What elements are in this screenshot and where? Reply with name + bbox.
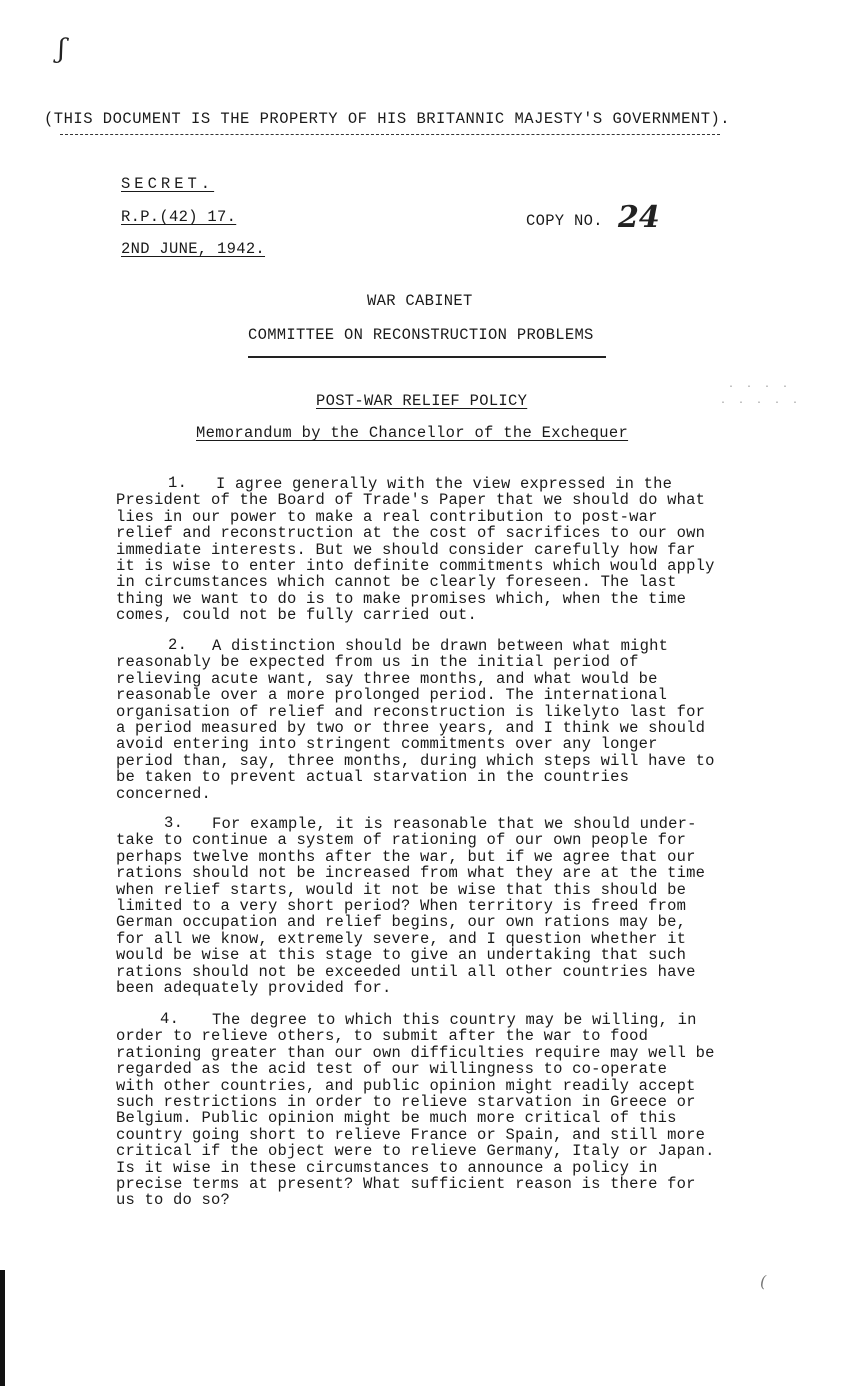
copy-label: COPY NO.	[526, 212, 603, 230]
scan-edge-mark	[0, 1270, 5, 1386]
copy-number: 24	[618, 200, 660, 235]
paragraph-number: 3.	[164, 814, 184, 832]
paragraph-body: A distinction should be drawn between what might reasonably be expected from us in the initial period of relieving acute want, say three months, and what would be reasonable over a more prolonged period. The international organisation of relief and reconstruction is likelyto last for a period measured by two or three years, and I think we should avoid entering into stringent commitments over any longer period than, say, three months, during which steps will have to be taken to prevent actual starvation in the countries concerned.	[116, 637, 715, 803]
scan-speckle: . . . . .	[720, 396, 802, 407]
classification: SECRET.	[121, 175, 215, 193]
scan-speckle: . . . .	[728, 380, 792, 391]
committee-heading: COMMITTEE ON RECONSTRUCTION PROBLEMS	[248, 326, 594, 344]
paragraph-number: 1.	[168, 474, 188, 492]
paragraph-body: I agree generally with the view expressed in the President of the Board of Trade's Paper that we should do what lies in our power to make a real contribution to post-war relief and reconstruction at the cost of sacrifices to our own immediate interests. But we should consider carefully how far it is wise to enter into definite commitments which would apply in circumstances which cannot be clearly foreseen. The last thing we want to do is to make promises which, when the time comes, could not be fully carried out.	[116, 475, 715, 625]
committee-rule	[248, 356, 606, 358]
document-date: 2ND JUNE, 1942.	[121, 240, 266, 258]
property-notice: (THIS DOCUMENT IS THE PROPERTY OF HIS BRITANNIC MAJESTY'S GOVERNMENT).	[44, 110, 731, 128]
paragraph-number: 4.	[160, 1010, 180, 1028]
reference-number: R.P.(42) 17.	[121, 208, 237, 226]
property-notice-rule	[60, 134, 720, 135]
handwritten-page-mark: ʃ	[58, 34, 66, 64]
margin-tick: (	[760, 1272, 767, 1291]
memo-subtitle: Memorandum by the Chancellor of the Exchequer	[196, 424, 629, 442]
paragraph-body: For example, it is reasonable that we should under- take to continue a system of rationing of our own people for perhaps twelve months after the war, but if we agree that our rations should not be increased from what they are at the time when relief starts, would it not be wise that this should be limited to a very short period? When territory is freed from German occupation and relief begins, our own rations may be, for all we know, extremely severe, and I question whether it would be wise at this stage to give an undertaking that such rations should not be exceeded until all other countries have been adequately provided for.	[116, 815, 706, 998]
memo-title: POST-WAR RELIEF POLICY	[316, 392, 528, 410]
war-cabinet-heading: WAR CABINET	[367, 292, 473, 310]
paragraph-number: 2.	[168, 636, 188, 654]
paragraph-body: The degree to which this country may be willing, in order to relieve others, to submit after the war to food rationing greater than our own difficulties require may well be regarded as the acid test of our willingness to co-operate with other countries, and public opinion might readily accept such restrictions in order to relieve starvation in Greece or Belgium. Public opinion might be much more critical of this country going short to relieve France or Spain, and still more critical if the object were to relieve Germany, Italy or Japan. Is it wise in these circumstances to announce a policy in precise terms at present? What sufficient reason is there for us to do so?	[116, 1011, 715, 1210]
